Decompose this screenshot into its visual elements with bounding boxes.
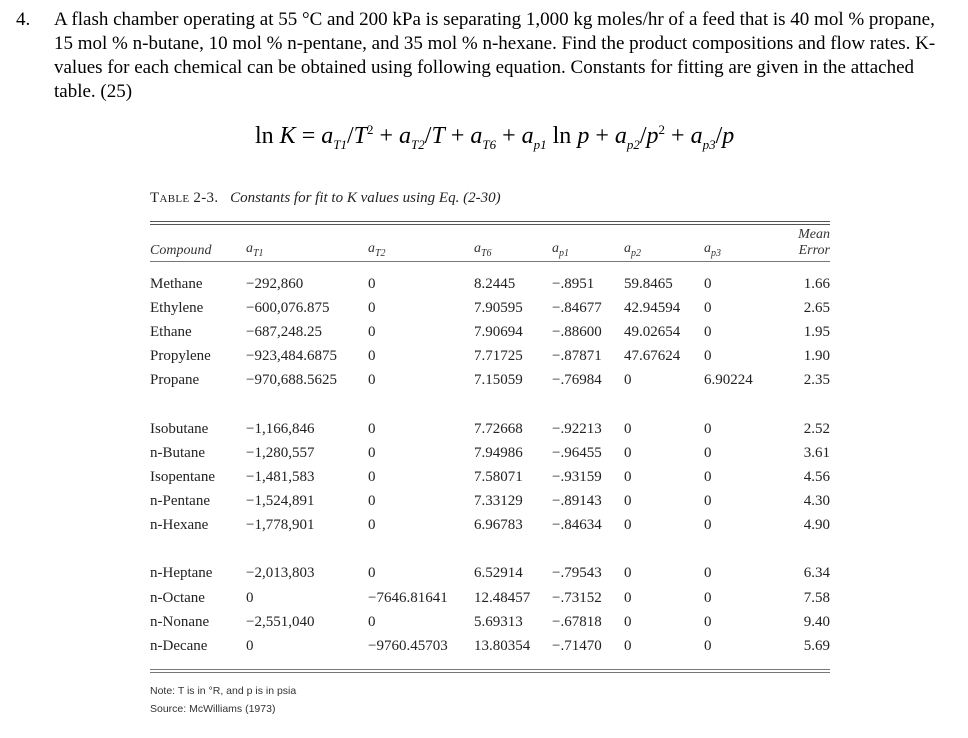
table-cell: 1.66 <box>803 275 830 292</box>
table-row <box>150 369 830 393</box>
table-cell: 2.35 <box>803 372 830 389</box>
table-top-rule <box>150 221 830 222</box>
table-cell: −2,013,803 <box>246 565 315 582</box>
table-cell: −.67818 <box>552 613 602 630</box>
table-cell: −9760.45703 <box>368 638 448 655</box>
table-notes <box>150 682 830 718</box>
compound-name: Isobutane <box>150 420 209 437</box>
table-cell: 6.90224 <box>704 372 753 389</box>
table-cell: 4.90 <box>803 517 830 534</box>
table-cell: −1,524,891 <box>246 493 315 510</box>
table-row <box>150 490 830 514</box>
table-cell: 0 <box>624 565 632 582</box>
table-cell: −1,166,846 <box>246 420 315 437</box>
table-cell: 49.02654 <box>624 323 681 340</box>
table-cell: −970,688.5625 <box>246 372 337 389</box>
table-cell: −.93159 <box>552 468 602 485</box>
table-cell: −1,481,583 <box>246 468 315 485</box>
table-cell: 0 <box>704 275 712 292</box>
table-cell: 7.90694 <box>474 323 523 340</box>
table-cell: 42.94594 <box>624 299 681 316</box>
table-cell: 0 <box>624 638 632 655</box>
table-cell: −.76984 <box>552 372 602 389</box>
table-cell: 0 <box>704 468 712 485</box>
table-cell: −292,860 <box>246 275 304 292</box>
problem-text: A flash chamber operating at 55 °C and 200 kPa is separating 1,000 kg moles/hr of a feed that is 40 mol % propane, 15 mol % n-butane, 10 mol % n-pentane, and 35 mol % n-hexane. Find the product compositions and flow rates. K-values for each chemical can be obtained using following equation. Constants for fitting are given in the attached table. (25) <box>54 9 936 102</box>
table-cell: 0 <box>368 299 376 316</box>
table-cell: 0 <box>368 613 376 630</box>
table-cell: 3.61 <box>803 444 830 461</box>
table-cell: 4.56 <box>803 468 830 485</box>
table-bottom-rule-2 <box>150 672 830 673</box>
header-rule <box>150 261 830 262</box>
compound-name: n-Octane <box>150 589 205 606</box>
table-cell: 7.72668 <box>474 420 523 437</box>
table-cell: 1.90 <box>803 348 830 365</box>
table-cell: 0 <box>624 517 632 534</box>
compound-name: Propylene <box>150 348 211 365</box>
table-cell: 0 <box>704 589 712 606</box>
table-row <box>150 562 830 586</box>
table-cell: 0 <box>624 468 632 485</box>
table-cell: 7.33129 <box>474 493 523 510</box>
header-ap2: $a_{p2}$ <box>624 241 641 259</box>
table-cell: 7.90595 <box>474 299 523 316</box>
table-cell: 0 <box>246 638 254 655</box>
table-cell: −1,778,901 <box>246 517 315 534</box>
table-cell: 0 <box>624 372 632 389</box>
table-cell: 0 <box>368 517 376 534</box>
table-cell: 0 <box>368 444 376 461</box>
table-cell: 0 <box>368 468 376 485</box>
table-cell: 7.58 <box>803 589 830 606</box>
constants-body <box>150 272 830 659</box>
table-cell: 0 <box>704 493 712 510</box>
table-cell: −.84634 <box>552 517 602 534</box>
table-label: Table 2-3. <box>150 190 219 206</box>
table-row <box>150 610 830 634</box>
table-cell: 6.52914 <box>474 565 523 582</box>
table-row <box>150 345 830 369</box>
table-cell: −.88600 <box>552 323 602 340</box>
table-cell: −.89143 <box>552 493 602 510</box>
table-cell: 0 <box>704 565 712 582</box>
table-cell: 5.69 <box>803 638 830 655</box>
header-aT6: $a_{T6}$ <box>474 241 492 259</box>
spacer-cell <box>150 393 830 417</box>
table-cell: 0 <box>624 420 632 437</box>
table-cell: −.87871 <box>552 348 602 365</box>
compound-name: n-Nonane <box>150 613 210 630</box>
table-cell: −2,551,040 <box>246 613 315 630</box>
table-row <box>150 320 830 344</box>
table-title: Constants for fit to K values using Eq. (2-30) <box>230 190 501 206</box>
table-cell: 0 <box>704 348 712 365</box>
header-ap3: $a_{p3}$ <box>704 241 721 259</box>
table-cell: 0 <box>368 348 376 365</box>
table-cell: 12.48457 <box>474 589 531 606</box>
compound-name: n-Pentane <box>150 493 210 510</box>
table-cell: 0 <box>704 420 712 437</box>
compound-name: Ethane <box>150 323 192 340</box>
table-cell: −.71470 <box>552 638 602 655</box>
compound-name: Isopentane <box>150 468 215 485</box>
table-cell: 7.15059 <box>474 372 523 389</box>
header-row <box>150 225 830 261</box>
header-aT2: $a_{T2}$ <box>368 241 386 259</box>
table-bottom-rule <box>150 669 830 670</box>
table-cell: 59.8465 <box>624 275 673 292</box>
table-cell: 6.96783 <box>474 517 523 534</box>
table-cell: 8.2445 <box>474 275 516 292</box>
table-note: Note: T is in °R, and p is in psia <box>150 684 297 697</box>
header-aT1: $a_{T1}$ <box>246 241 264 259</box>
table-cell: 0 <box>704 299 712 316</box>
table-cell: −7646.81641 <box>368 589 448 606</box>
table-cell: 0 <box>704 517 712 534</box>
table-source: Source: McWilliams (1973) <box>150 702 276 715</box>
table-row <box>150 296 830 320</box>
compound-name: n-Decane <box>150 638 208 655</box>
header-compound: Compound <box>150 243 212 258</box>
table-cell: −.84677 <box>552 299 602 316</box>
table-cell: 9.40 <box>803 613 830 630</box>
compound-name: n-Butane <box>150 444 205 461</box>
table-cell: 0 <box>704 638 712 655</box>
table-cell: 0 <box>368 493 376 510</box>
table-cell: 0 <box>246 589 254 606</box>
table-cell: −600,076.875 <box>246 299 330 316</box>
table-cell: −.96455 <box>552 444 602 461</box>
table-cell: 0 <box>704 323 712 340</box>
table-cell: 13.80354 <box>474 638 531 655</box>
table-cell: −.92213 <box>552 420 602 437</box>
table-cell: 7.71725 <box>474 348 523 365</box>
table-cell: 0 <box>624 444 632 461</box>
table-cell: −1,280,557 <box>246 444 315 461</box>
table-cell: 7.94986 <box>474 444 523 461</box>
table-cell: 0 <box>624 493 632 510</box>
table-cell: 0 <box>368 565 376 582</box>
table-row <box>150 586 830 610</box>
problem-statement <box>16 8 951 104</box>
table-cell: 0 <box>624 613 632 630</box>
group-spacer <box>150 538 830 562</box>
header-ap1: $a_{p1}$ <box>552 241 569 259</box>
table-cell: 0 <box>368 420 376 437</box>
table-cell: 2.52 <box>803 420 830 437</box>
compound-name: Ethylene <box>150 299 204 316</box>
k-value-equation: $\ln K = a_{T1}/T^2 + a_{T2}/T + a_{T6} + a_{p1}$ $\ln p + a_{p2}/p^2 + a_{p3}/p$ <box>255 122 735 152</box>
compound-name: Methane <box>150 275 203 292</box>
table-row <box>150 441 830 465</box>
table-row <box>150 465 830 489</box>
table-cell: 1.95 <box>803 323 830 340</box>
table-cell: 0 <box>704 613 712 630</box>
constants-table <box>150 190 830 718</box>
compound-name: n-Hexane <box>150 517 209 534</box>
table-cell: 0 <box>368 372 376 389</box>
table-cell: −.73152 <box>552 589 602 606</box>
problem-number: 4. <box>16 9 31 30</box>
compound-name: n-Heptane <box>150 565 213 582</box>
table-cell: 6.34 <box>803 565 830 582</box>
table-row <box>150 514 830 538</box>
table-cell: 0 <box>704 444 712 461</box>
table-cell: 5.69313 <box>474 613 523 630</box>
header-mean-error: Mean Error <box>798 227 830 258</box>
table-row <box>150 417 830 441</box>
group-spacer <box>150 393 830 417</box>
compound-name: Propane <box>150 372 200 389</box>
table-cell: −687,248.25 <box>246 323 322 340</box>
table-cell: 2.65 <box>803 299 830 316</box>
table-cell: 0 <box>368 323 376 340</box>
spacer-cell <box>150 538 830 562</box>
table-cell: −.8951 <box>552 275 595 292</box>
table-cell: 7.58071 <box>474 468 523 485</box>
table-cell: 0 <box>368 275 376 292</box>
table-row <box>150 272 830 296</box>
constants-grid <box>150 225 830 261</box>
table-cell: −923,484.6875 <box>246 348 337 365</box>
table-row <box>150 634 830 658</box>
table-cell: −.79543 <box>552 565 602 582</box>
table-cell: 4.30 <box>803 493 830 510</box>
table-caption <box>150 190 830 207</box>
table-cell: 47.67624 <box>624 348 681 365</box>
table-cell: 0 <box>624 589 632 606</box>
